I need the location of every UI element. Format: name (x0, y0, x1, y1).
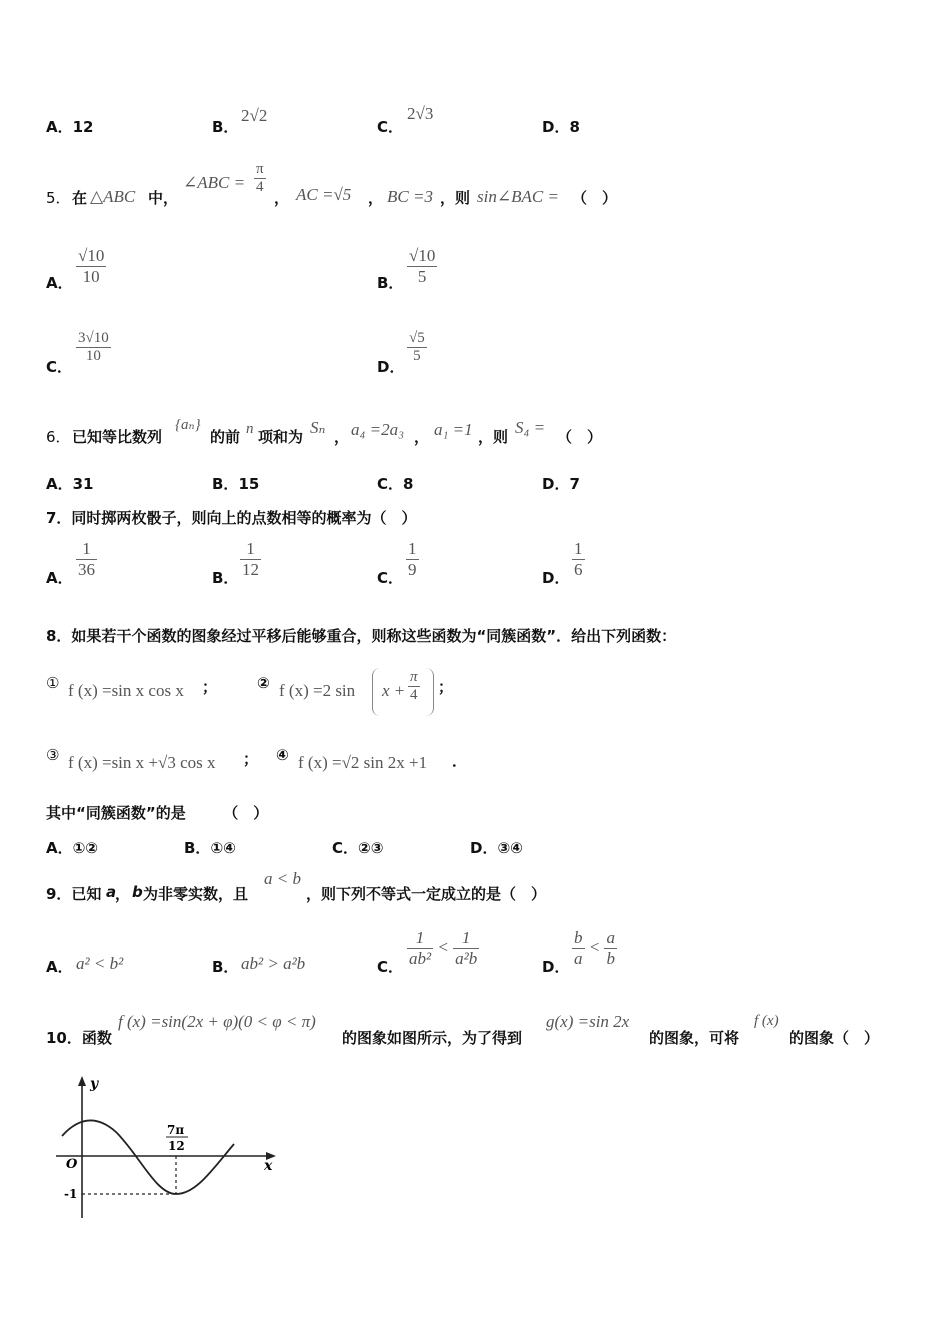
q8-f4-mark: ④ (276, 746, 289, 764)
q6-text-c: 项和为 (258, 428, 304, 446)
q8-f1: f (x) =sin x cos x (68, 681, 184, 700)
q5-number: 5． (46, 189, 71, 207)
frac-num: 1 (240, 539, 261, 560)
q8-f3: f (x) =sin x +√3 cos x (68, 753, 216, 772)
option-value: ①④ (210, 839, 236, 857)
option-value: 31 (72, 475, 94, 493)
frac-num: √10 (78, 246, 105, 265)
frac-num: 1 (408, 539, 417, 558)
frac-num: 3√10 (78, 330, 109, 346)
option-label: D． (470, 839, 498, 857)
q9-option-c-expr (407, 928, 479, 969)
q9-option-c-label: C． (377, 958, 404, 976)
option-label: B． (212, 475, 239, 493)
frac-num: π (410, 669, 418, 685)
frac-num: b (574, 928, 583, 947)
q8-f1-mark: ① (46, 674, 60, 692)
q4-option-d (542, 116, 580, 137)
frac-den: 10 (82, 267, 100, 286)
q9-text-b: 为非零实数，且 (143, 885, 249, 903)
q7-option-c-label: C． (377, 569, 404, 587)
q4-option-a (46, 116, 93, 137)
q4-option-c (377, 116, 403, 137)
frac-den: 4 (256, 179, 264, 195)
q6-cond-1: a₄ =2a₃ (351, 420, 405, 439)
frac-num: √5 (409, 330, 425, 346)
q8-f2-a: f (x) =2 sin (279, 681, 356, 700)
q7-option-a-label: A． (46, 569, 73, 587)
q8-f3-mark: ③ (46, 746, 60, 764)
q9-option-d-label: D． (542, 958, 570, 976)
tick-den: 12 (168, 1139, 185, 1153)
q6-option-d (542, 473, 580, 494)
frac-num: 1 (76, 539, 97, 560)
q8-f3-end: ； (243, 750, 259, 768)
option-label: D． (542, 118, 570, 136)
frac-den: a²b (455, 949, 478, 968)
q10-text-a: 10．函数 (46, 1029, 112, 1047)
option-value: 15 (238, 475, 260, 493)
option-label: D． (542, 475, 570, 493)
operator: < (437, 937, 449, 957)
option-value: ③④ (497, 839, 523, 857)
q5-comma-1: ， (274, 189, 290, 207)
option-label: B． (184, 839, 211, 857)
option-label: A． (46, 475, 73, 493)
q6-comma-1: ， (334, 428, 350, 446)
option-value: ②③ (358, 839, 384, 857)
q5-option-a-label: A． (46, 274, 73, 292)
q6-text-a: 已知等比数列 (72, 428, 163, 446)
q5-option-b-label: B． (377, 274, 404, 292)
q10-func: f (x) =sin(2x + φ)(0 < φ < π) (118, 1012, 316, 1031)
q8-f2-frac (408, 669, 420, 704)
option-label: A． (46, 118, 73, 136)
q7-option-d-frac (572, 539, 585, 580)
frac-den: 12 (242, 560, 259, 579)
q10-text-d: 的图象（ ） (789, 1029, 880, 1047)
q5-angle: ∠ABC = (183, 173, 246, 192)
q5-paren: （ ） (572, 189, 618, 207)
q6-option-a (46, 473, 93, 494)
q6-seq: {aₙ} (175, 417, 201, 433)
q6-text-d: ，则 (478, 428, 509, 446)
q6-paren: （ ） (557, 428, 603, 446)
q8-option-d (470, 837, 523, 858)
q6-sn: Sₙ (310, 418, 326, 437)
q5-text-a: 在 (72, 189, 88, 207)
q9-comma: ， (115, 885, 131, 903)
q8-f1-end: ； (202, 678, 218, 696)
frac-num: 1 (574, 539, 583, 558)
q5-option-c-frac (76, 330, 111, 365)
q9-option-b-label: B． (212, 958, 239, 976)
q9-text-a: 9．已知 (46, 885, 102, 903)
option-label: C． (377, 475, 404, 493)
option-label: B． (212, 118, 239, 136)
q6-cond-2: a₁ =1 (434, 420, 473, 439)
q5-option-d-frac (407, 330, 427, 365)
frac-den: 10 (85, 348, 101, 364)
option-label: C． (332, 839, 359, 857)
tick-num: 7π (167, 1123, 185, 1137)
q8-text: 8．如果若干个函数的图象经过平移后能够重合，则称这些函数为“同簇函数”．给出下列函数： (46, 627, 677, 645)
q8-f2-end: ； (438, 678, 454, 696)
option-label: C． (377, 118, 404, 136)
q10-text-b: 的图象如图所示，为了得到 (342, 1029, 523, 1047)
q6-option-b (212, 473, 259, 494)
q5-ask: sin∠BAC = (477, 187, 559, 206)
q6-option-c (377, 473, 413, 494)
q10-g: g(x) =sin 2x (546, 1012, 630, 1031)
frac-den: 36 (78, 560, 95, 579)
option-value: 7 (569, 475, 580, 493)
frac-den: 5 (413, 348, 421, 364)
q6-text-b: 的前 (210, 428, 241, 446)
q9-text-c: ，则下列不等式一定成立的是（ ） (306, 885, 547, 903)
y-label: y (90, 1076, 99, 1092)
q9-option-b-value: ab² > a²b (241, 954, 306, 973)
q5-text-b: 中， (148, 189, 179, 207)
q9-option-a-value: a² < b² (76, 954, 124, 973)
q8-option-b (184, 837, 236, 858)
q10-fx: f (x) (754, 1013, 779, 1029)
frac-den: 5 (417, 267, 427, 286)
q7-option-b-label: B． (212, 569, 239, 587)
option-value: 8 (403, 475, 414, 493)
q4-option-c-value: 2√3 (407, 104, 434, 123)
q5-option-b-frac (407, 246, 437, 287)
q7-option-c-frac (406, 539, 419, 580)
y-axis-arrow-icon (78, 1076, 86, 1086)
option-value: ①② (72, 839, 99, 857)
frac-den: a (574, 949, 583, 968)
q7-option-b-frac (240, 539, 261, 580)
q5-option-c-label: C． (46, 358, 73, 376)
frac-den: 9 (408, 560, 417, 579)
q9-b: b (132, 883, 143, 901)
frac-den: 4 (410, 687, 418, 703)
q5-option-a-frac (76, 246, 106, 287)
frac-num: 1 (407, 928, 433, 949)
q8-f4-end: ． (452, 752, 468, 770)
q9-cond: a < b (264, 869, 301, 888)
q8-f2-mark: ② (257, 674, 270, 692)
q6-n: n (246, 421, 254, 437)
origin-label: O (66, 1157, 78, 1172)
q8-option-c (332, 837, 383, 858)
frac-den: b (606, 949, 615, 968)
frac-num: a (606, 928, 615, 947)
frac-num: 1 (453, 928, 479, 949)
q5-comma-2: ， (368, 189, 384, 207)
q10-text-c: 的图象，可将 (649, 1029, 740, 1047)
operator: < (588, 937, 601, 957)
frac-den: 6 (574, 560, 583, 579)
option-value: 12 (72, 118, 94, 136)
q8-prompt: 其中“同簇函数”的是 （ ） (46, 804, 269, 822)
option-value: 8 (569, 118, 580, 136)
q5-pi-frac (254, 161, 266, 196)
q9-option-a-label: A． (46, 958, 73, 976)
q5-text-c: ，则 (440, 189, 471, 207)
q5-option-d-label: D． (377, 358, 405, 376)
q9-a: a (106, 883, 117, 901)
q7-option-d-label: D． (542, 569, 570, 587)
x-label: x (264, 1158, 273, 1174)
q5-ac: AC =√5 (296, 185, 352, 204)
q4-option-b-value: 2√2 (241, 106, 268, 125)
q10-graph (50, 1072, 290, 1222)
q4-option-b (212, 116, 238, 137)
sine-curve (62, 1120, 234, 1194)
option-label: A． (46, 839, 73, 857)
frac-den: ab² (409, 949, 432, 968)
q9-option-d-expr (572, 928, 617, 969)
q5-triangle: △ABC (90, 187, 136, 206)
q8-f4: f (x) =√2 sin 2x +1 (298, 753, 428, 772)
q8-option-a (46, 837, 98, 858)
q8-f2-b: x + (382, 681, 406, 700)
frac-num: π (256, 161, 264, 177)
frac-num: √10 (409, 246, 436, 265)
q6-number: 6． (46, 428, 71, 446)
q5-bc: BC =3 (387, 187, 433, 206)
q7-option-a-frac (76, 539, 97, 580)
minus-one-label: -1 (64, 1187, 78, 1201)
q6-ask: S₄ = (515, 418, 546, 437)
q7-text: 7．同时掷两枚骰子，则向上的点数相等的概率为（ ） (46, 509, 417, 527)
q6-comma-2: ， (414, 428, 430, 446)
